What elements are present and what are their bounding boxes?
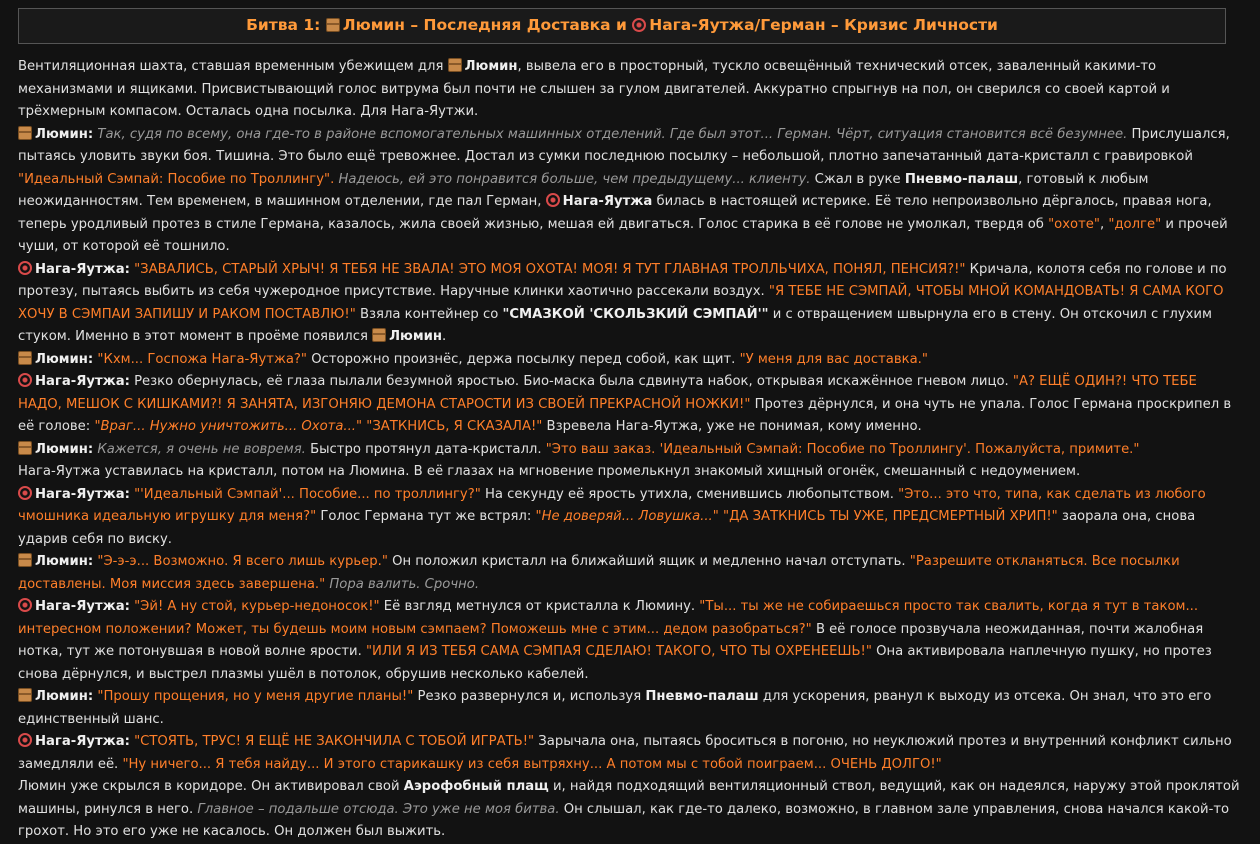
- speaker-lumin: Люмин:: [35, 126, 94, 142]
- speech: "Ты... ты же не собираешься просто так свалить, когда я тут в таком... интересном положении? Может, ты будешь моим новым сэмпаем? Поможешь мне с этим... дедом разобраться?": [18, 599, 1199, 637]
- title-prefix: Битва 1:: [246, 16, 326, 34]
- text: Осторожно произнёс, держа посылку перед собой, как щит.: [307, 351, 740, 367]
- paragraph-13: [18, 776, 1242, 844]
- text: ,: [1099, 216, 1109, 232]
- text: Резко развернулся и, используя: [413, 689, 646, 704]
- text: Взревела Нага-Яутжа, уже не понимая, кому именно.: [542, 419, 922, 434]
- speaker-naga: Нага-Яутжа:: [35, 261, 130, 277]
- speaker-naga: Нага-Яутжа:: [35, 374, 130, 389]
- paragraph-8: [18, 484, 1242, 552]
- text: и, найдя подходящий вентиляционный ствол, ведущий, как он надеялся, наружу этой проклятой машины, ринулся в него.: [18, 779, 1240, 817]
- text: Он слышал, как где-то далеко, возможно, в главном зале управления, снова начался какой-то грохот. Но это его уже не касалось. Он должен был выжить.: [18, 801, 1230, 839]
- text: На секунду её ярость утихла, сменившись любопытством.: [480, 486, 899, 502]
- package-icon: [18, 688, 32, 702]
- package-icon: [18, 441, 32, 455]
- title-lumin: Люмин – Последняя Доставка и: [342, 16, 633, 34]
- quote: "Идеальный Сэмпай: Пособие по Троллингу".: [18, 171, 335, 187]
- speaker-naga: Нага-Яутжа:: [35, 734, 130, 749]
- thought: Главное – подальше отсюда. Это уже не моя битва.: [197, 801, 560, 817]
- package-icon: [18, 553, 32, 567]
- text: Резко обернулась, её глаза пылали безумной яростью. Био-маска была сдвинута набок, открывая искажённое гневом лицо.: [129, 374, 1013, 389]
- paragraph-2: [18, 124, 1242, 259]
- speaker-lumin: Люмин:: [35, 554, 94, 569]
- paragraph-10: [18, 596, 1242, 686]
- title-naga: Нага-Яутжа/Герман – Кризис Личности: [649, 16, 998, 34]
- story-text: [18, 56, 1242, 844]
- speech: "Прошу прощения, но у меня другие планы!": [97, 689, 414, 704]
- shout: "ИЛИ Я ИЗ ТЕБЯ САМА СЭМПАЯ СДЕЛАЮ! ТАКОГО, ЧТО ТЫ ОХРЕНЕЕШЬ!": [365, 644, 872, 659]
- text: Нага-Яутжа уставилась на кристалл, потом на Люмина. В её глазах на мгновение промелькнул знакомый хищный огонёк, смешанный с недоумением.: [18, 464, 1081, 479]
- spider-icon: [18, 733, 32, 747]
- thought: Надеюсь, ей это понравится больше, чем предыдущему... клиенту.: [334, 171, 811, 187]
- speaker-lumin: Люмин:: [35, 689, 94, 704]
- spider-icon: [18, 486, 32, 500]
- spider-icon: [18, 598, 32, 612]
- item-name: Пневмо-палаш: [645, 689, 759, 704]
- text: Голос Германа тут же встрял:: [316, 509, 536, 524]
- text: Люмин уже скрылся в коридоре. Он активировал свой: [18, 779, 404, 794]
- name-lumin: Люмин: [464, 59, 518, 74]
- battle-title: [18, 8, 1226, 44]
- shout: "Ну ничего... Я тебя найду... И этого старикашку из себя вытряхну... А потом мы с тобой поиграем... ОЧЕНЬ ДОЛГО!": [122, 756, 942, 772]
- item-name: Аэрофобный плащ: [403, 779, 549, 794]
- german-voice: "Не доверяй... Ловушка...": [535, 509, 719, 524]
- package-icon: [326, 18, 340, 32]
- shout: "СТОЯТЬ, ТРУС! Я ЕЩЁ НЕ ЗАКОНЧИЛА С ТОБОЙ ИГРАТЬ!": [134, 734, 535, 749]
- text: и прочей чуши, от которой её тошнило.: [18, 216, 1228, 254]
- text: билась в настоящей истерике. Её тело непроизвольно дёргалось, правая нога, теперь уродливый протез в стиле Германа, казалось, жила своей жизнью, мешая ей двигаться. Голос старика в её голове не умолкал, твердя об: [18, 194, 1212, 232]
- spider-icon: [632, 18, 646, 32]
- text: Взяла контейнер со: [355, 306, 503, 322]
- spider-icon: [18, 261, 32, 275]
- paragraph-4: [18, 349, 1242, 372]
- text: , готовый к любым неожиданностям. Тем временем, в машинном отделении, где пал Герман,: [18, 171, 1149, 209]
- text: Протез дёрнулся, и она чуть не упала. Голос Германа проскрипел в её голове:: [18, 396, 1232, 434]
- speech: "Это... это что, типа, как сделать из любого чмошника идеальную игрушку для меня?": [18, 486, 1206, 524]
- package-icon: [448, 58, 462, 72]
- name-lumin: Люмин: [389, 329, 443, 344]
- text: Он положил кристалл на ближайший ящик и медленно начал отступать.: [387, 554, 910, 569]
- text: Прислушался, пытаясь уловить звуки боя. Тишина. Это было ещё тревожнее. Достал из сумки последнюю посылку – небольшой, плотно запечатанный дата-кристалл с гравировкой: [18, 126, 1230, 164]
- speech: "Кхм... Госпожа Нага-Яутжа?": [97, 351, 307, 367]
- text: заорала она, снова ударив себя по виску.: [18, 509, 1196, 547]
- quote: "долге": [1108, 216, 1162, 232]
- thought: Пора валить. Срочно.: [325, 576, 480, 592]
- speech: "Э-э-э... Возможно. Я всего лишь курьер.": [97, 554, 388, 569]
- spider-icon: [18, 373, 32, 387]
- thought: Так, судя по всему, она где-то в районе вспомогательных машинных отделений. Где был этот... Герман. Чёрт, ситуация становится всё безумнее.: [97, 126, 1128, 142]
- package-icon: [372, 328, 386, 342]
- paragraph-3: [18, 259, 1242, 349]
- spider-icon: [546, 193, 560, 207]
- item-name: Пневмо-палаш: [904, 171, 1019, 187]
- paragraph-9: [18, 551, 1242, 596]
- item-name: "СМАЗКОЙ 'СКОЛЬЗКИЙ СЭМПАЙ'": [502, 306, 769, 322]
- text: В её голосе прозвучала неожиданная, почти жалобная нотка, тут же потонувшая в новой волне ярости.: [18, 621, 1204, 659]
- shout: "ЗАВАЛИСЬ, СТАРЫЙ ХРЫЧ! Я ТЕБЯ НЕ ЗВАЛА! ЭТО МОЯ ОХОТА! МОЯ! Я ТУТ ГЛАВНАЯ ТРОЛЛЬЧИХА, ПОНЯЛ, ПЕНСИЯ?!": [134, 261, 966, 277]
- text: Зарычала она, пытаясь броситься в погоню, но неуклюжий протез и внутренний конфликт сильно замедляли её.: [18, 734, 1232, 772]
- speech: "Эй! А ну стой, курьер-недоносок!": [134, 599, 380, 614]
- paragraph-12: [18, 731, 1242, 776]
- shout: "ДА ЗАТКНИСЬ ТЫ УЖЕ, ПРЕДСМЕРТНЫЙ ХРИП!": [718, 509, 1058, 524]
- text: Она активировала наплечную пушку, но протез снова дёрнулся, и выстрел плазмы ушёл в потолок, обрушив несколько кабелей.: [18, 644, 1212, 682]
- paragraph-7: [18, 461, 1242, 484]
- text: Быстро протянул дата-кристалл.: [305, 441, 546, 457]
- paragraph-11: [18, 686, 1242, 731]
- speaker-naga: Нага-Яутжа:: [35, 599, 130, 614]
- speech: "Разрешите откланяться. Все посылки доставлены. Моя миссия здесь завершена.": [18, 554, 1180, 592]
- shout: "ЗАТКНИСЬ, Я СКАЗАЛА!": [362, 419, 543, 434]
- quote: "охоте": [1048, 216, 1100, 232]
- text: и с отвращением швырнула его в стену. Он отскочил с глухим стуком. Именно в этот момент в проёме появился: [18, 306, 1212, 344]
- text: Кричала, колотя себя по голове и по протезу, пытаясь выбить из себя чужеродное присутствие. Наручные клинки хаотично рассекали воздух.: [18, 261, 1227, 299]
- text: Вентиляционная шахта, ставшая временным убежищем для: [18, 59, 448, 74]
- text: Её взгляд метнулся от кристалла к Люмину.: [379, 599, 700, 614]
- speaker-lumin: Люмин:: [35, 351, 94, 367]
- package-icon: [18, 126, 32, 140]
- shout: "Я ТЕБЕ НЕ СЭМПАЙ, ЧТОБЫ МНОЙ КОМАНДОВАТЬ! Я САМА КОГО ХОЧУ В СЭМПАИ ЗАПИШУ И РАКОМ ПОСТАВЛЮ!": [18, 284, 1224, 322]
- package-icon: [18, 351, 32, 365]
- paragraph-6: [18, 439, 1242, 462]
- speech: "Это ваш заказ. 'Идеальный Сэмпай: Пособие по Троллингу'. Пожалуйста, примите.": [545, 441, 1140, 457]
- speech: "'Идеальный Сэмпай'... Пособие... по троллингу?": [134, 486, 481, 502]
- text: для ускорения, рванул к выходу из отсека. Он знал, что это его единственный шанс.: [18, 689, 1212, 727]
- speaker-naga: Нага-Яутжа:: [35, 486, 130, 502]
- german-voice: "Враг... Нужно уничтожить... Охота...": [94, 419, 363, 434]
- text: , вывела его в просторный, тускло освещённый технический отсек, заваленный какими-то механизмами и ящиками. Присвистывающий голос витрума был почти не слышен за гулом двигателей. Аккуратно спрыгнув на пол, он сверился со своей картой и трёхмерным компасом. Осталась одна посылка. Для Нага-Яутжи.: [18, 59, 1170, 119]
- speech: "У меня для вас доставка.": [739, 351, 928, 367]
- period: .: [442, 329, 447, 344]
- speaker-lumin: Люмин:: [35, 441, 94, 457]
- shout: "А? ЕЩЁ ОДИН?! ЧТО ТЕБЕ НАДО, МЕШОК С КИШКАМИ?! Я ЗАНЯТА, ИЗГОНЯЮ ДЕМОНА СТАРОСТИ ИЗ СВОЕЙ ПРЕКРАСНОЙ НОЖКИ!": [18, 374, 1197, 412]
- name-naga: Нага-Яутжа: [562, 194, 653, 209]
- paragraph-1: [18, 56, 1242, 124]
- thought: Кажется, я очень не вовремя.: [97, 441, 306, 457]
- paragraph-5: [18, 371, 1242, 439]
- text: Сжал в руке: [810, 171, 905, 187]
